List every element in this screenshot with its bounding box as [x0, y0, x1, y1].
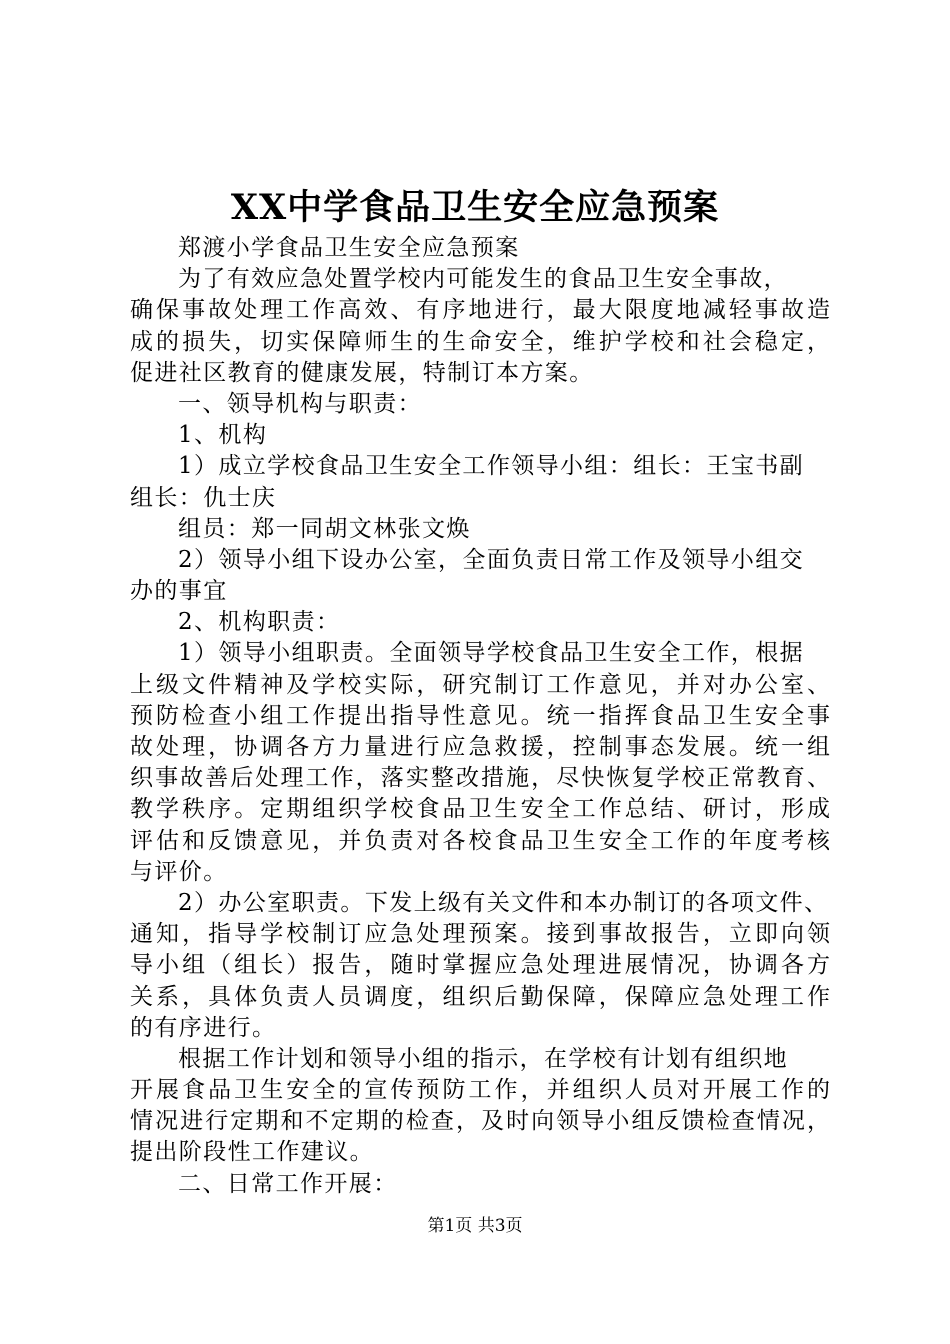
paragraph-line: 1）成立学校食品卫生安全工作领导小组：组长：王宝书副: [178, 453, 805, 480]
paragraph-line: 提出阶段性工作建议。: [130, 1139, 374, 1166]
subtitle-line: 郑渡小学食品卫生安全应急预案: [178, 235, 520, 261]
subsection-heading: 1、机构: [178, 422, 268, 449]
paragraph-line: 为了有效应急处置学校内可能发生的食品卫生安全事故，: [178, 266, 788, 293]
paragraph-line: 2）办公室职责。下发上级有关文件和本办制订的各项文件、: [178, 889, 829, 916]
paragraph-line: 织事故善后处理工作，落实整改措施，尽快恢复学校正常教育、: [130, 765, 830, 792]
paragraph-line: 确保事故处理工作高效、有序地进行，最大限度地减轻事故造: [130, 297, 830, 324]
paragraph-line: 2）领导小组下设办公室，全面负责日常工作及领导小组交: [178, 546, 805, 573]
paragraph-line: 根据工作计划和领导小组的指示，在学校有计划有组织地: [178, 1045, 788, 1072]
paragraph-line: 与评价。: [130, 858, 228, 885]
paragraph-line: 通知，指导学校制订应急处理预案。接到事故报告，立即向领: [130, 921, 830, 948]
paragraph-line: 关系，具体负责人员调度，组织后勤保障，保障应急处理工作: [130, 983, 830, 1010]
paragraph-line: 组长：仇士庆: [130, 484, 277, 511]
paragraph-line: 上级文件精神及学校实际，研究制订工作意见，并对办公室、: [130, 671, 830, 698]
paragraph-line: 组员：郑一同胡文林张文焕: [178, 515, 471, 542]
paragraph-line: 1）领导小组职责。全面领导学校食品卫生安全工作，根据: [178, 640, 805, 667]
paragraph-line: 促进社区教育的健康发展，特制订本方案。: [130, 359, 594, 386]
document-body: [130, 233, 830, 1200]
section-heading: 一、领导机构与职责：: [178, 390, 422, 417]
section-heading: 二、日常工作开展：: [178, 1170, 398, 1197]
page-number-footer: 第1页 共3页: [427, 1216, 523, 1236]
paragraph-line: 情况进行定期和不定期的检查，及时向领导小组反馈检查情况，: [130, 1108, 830, 1135]
paragraph-line: 的有序进行。: [130, 1014, 277, 1041]
paragraph-line: 故处理，协调各方力量进行应急救援，控制事态发展。统一组: [130, 734, 830, 760]
paragraph-line: 评估和反馈意见，并负责对各校食品卫生安全工作的年度考核: [130, 827, 830, 854]
subsection-heading: 2、机构职责：: [178, 609, 341, 636]
paragraph-line: 成的损失，切实保障师生的生命安全，维护学校和社会稳定，: [130, 328, 830, 355]
paragraph-line: 教学秩序。定期组织学校食品卫生安全工作总结、研讨，形成: [130, 796, 830, 823]
paragraph-line: 办的事宜: [130, 578, 228, 605]
paragraph-line: 预防检查小组工作提出指导性意见。统一指挥食品卫生安全事: [130, 702, 830, 729]
paragraph-line: 开展食品卫生安全的宣传预防工作，并组织人员对开展工作的: [130, 1077, 830, 1104]
document-title: XX中学食品卫生安全应急预案: [230, 187, 720, 228]
paragraph-line: 导小组（组长）报告，随时掌握应急处理进展情况，协调各方: [130, 952, 830, 979]
